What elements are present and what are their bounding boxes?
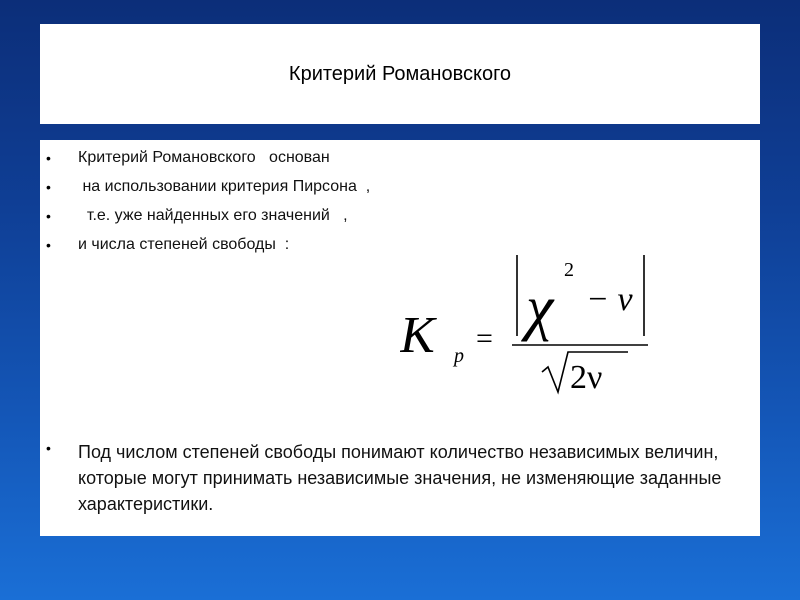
bullet-dot-icon: • <box>46 150 51 166</box>
formula-denominator: 2ν <box>570 359 603 396</box>
bullet-dot-icon: • <box>46 237 51 253</box>
slide-title: Критерий Романовского <box>288 62 512 85</box>
formula-equals: = <box>476 322 493 355</box>
formula-chi: χ <box>526 274 554 342</box>
bullet-item-2 <box>40 176 371 205</box>
bullet-text: на использовании критерия Пирсона , <box>78 178 371 195</box>
paragraph-text: Под числом степеней свободы понимают количество независимых величин, которые могут принимать независимые значения, не изменяющие заданные характеристики. <box>78 442 722 514</box>
formula-minus-nu: − ν <box>586 281 633 318</box>
content-panel <box>40 140 760 536</box>
romanovsky-formula <box>400 250 660 400</box>
bullet-text: и числа степеней свободы : <box>78 236 290 253</box>
bullet-dot-icon: • <box>46 440 51 456</box>
formula-chi-superscript: 2 <box>564 259 574 281</box>
bullet-item-1 <box>40 147 330 176</box>
bullet-list <box>40 147 371 263</box>
bullet-text: т.е. уже найденных его значений , <box>78 207 348 224</box>
bullet-dot-icon: • <box>46 179 51 195</box>
bullet-text: Критерий Романовского основан <box>78 149 330 166</box>
bullet-dot-icon: • <box>46 208 51 224</box>
formula-lhs-subscript: p <box>454 345 464 367</box>
bullet-item-4 <box>40 234 290 263</box>
bullet-item-3 <box>40 205 348 234</box>
title-panel <box>40 24 760 124</box>
formula-lhs-k: K <box>400 307 435 364</box>
